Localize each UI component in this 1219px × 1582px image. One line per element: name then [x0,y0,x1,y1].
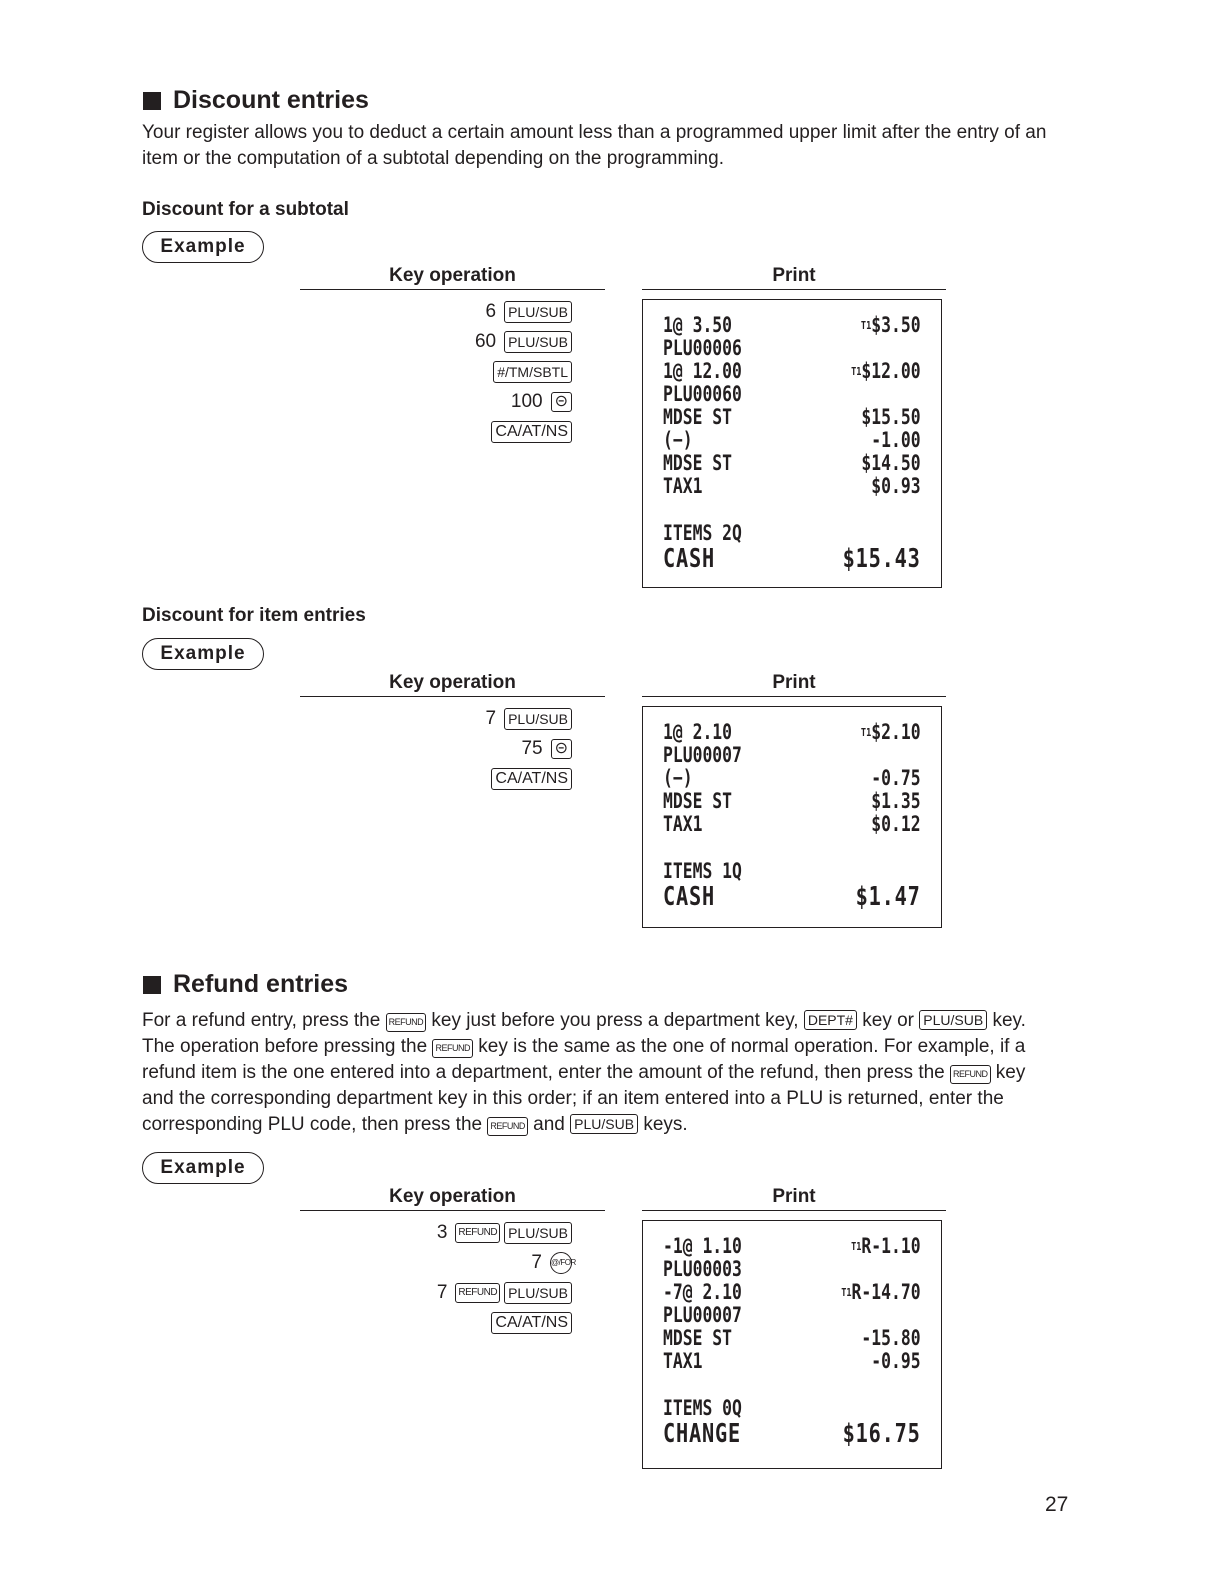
subtotal-key: #/TM/SBTL [493,361,572,383]
key-number: 100 [510,391,543,412]
plu-sub-key-icon: PLU/SUB [570,1114,638,1134]
plu-sub-key: PLU/SUB [504,301,572,323]
example-badge: Example [142,1152,264,1184]
receipt-line: TAX1 -0.95 [663,1349,921,1373]
key-row [300,1308,572,1338]
refund-key: REFUND [455,1283,500,1303]
plu-sub-key: PLU/SUB [504,1222,572,1244]
key-row [300,297,572,327]
receipt-line: -1@ 1.10 $^{T1}$R-1.10 [663,1234,921,1258]
receipt-line: 1@ 2.10 $^{T1}$\$2.10 [663,720,921,744]
receipt-line: PLU00060 [663,382,742,406]
key-row [300,1218,572,1248]
refund-key-icon: REFUND [950,1065,991,1084]
plu-sub-key-icon: PLU/SUB [919,1010,987,1030]
section-title-discount [143,86,369,115]
plu-sub-key: PLU/SUB [504,1282,572,1304]
discount-intro: Your register allows you to deduct a certain amount less than a programmed upper limit after the entry of an item or the computation of a subtotal depending on the programming. [142,122,1047,169]
refund-intro: For a refund entry, press the REFUND key just before you press a department key, DEPT# key or PLU/SUB key. The operation before pressing the REFUND key is the same as the one of normal operation. For example, if a refund item is the one entered into a department, enter the amount of the refund, then press the REFUND key and the corresponding department key in this order; if an item entered into a PLU is returned, enter the corresponding PLU code, then press the REFUND and PLU/SUB keys. [142,1010,1026,1135]
receipt-line: TAX1 $0.93 [663,474,921,498]
key-operations [300,704,572,794]
key-operations [300,1218,576,1338]
key-row [300,357,572,387]
minus-key-icon: ⊝ [551,392,572,412]
subtotal-heading: Discount for a subtotal [142,199,349,220]
refund-key: REFUND [455,1223,500,1243]
example-badge: Example [142,231,264,263]
section-title-text: Refund entries [173,970,349,998]
receipt-line: (−) -0.75 [663,766,921,790]
cash-key: CA/AT/NS [491,421,572,443]
minus-key-icon: ⊝ [551,739,572,759]
receipt-line: PLU00003 [663,1257,742,1281]
page-number: 27 [1045,1493,1069,1516]
receipt-line: PLU00006 [663,336,742,360]
receipt-line: MDSE ST $15.50 [663,405,921,429]
key-operation-header: Key operation [300,265,605,290]
receipt-total: CHANGE $16.75 [663,1419,921,1449]
key-number: 6 [485,301,497,322]
key-number: 7 [531,1252,542,1273]
receipt-line: 1@ 3.50 $^{T1}$\$3.50 [663,313,921,337]
plu-sub-key: PLU/SUB [504,708,572,730]
square-bullet-icon [143,92,161,110]
refund-key-icon: REFUND [386,1013,427,1032]
receipt-total: CASH $1.47 [663,882,921,912]
receipt-total: CASH $15.43 [663,544,921,574]
receipt-items: ITEMS 1Q [663,859,742,883]
key-row [300,764,572,794]
receipt-line: MDSE ST $14.50 [663,451,921,475]
cash-key: CA/AT/NS [491,1312,572,1334]
refund-key-icon: REFUND [487,1117,528,1136]
section-title-refund [143,970,348,999]
receipt-line: 1@ 12.00 $^{T1}$\$12.00 [663,359,921,383]
key-operation-header: Key operation [300,672,605,697]
print-header: Print [642,1186,946,1211]
key-number: 3 [436,1222,448,1243]
receipt-items: ITEMS 2Q [663,521,742,545]
receipt-line: PLU00007 [663,1303,742,1327]
print-header: Print [642,672,946,697]
square-bullet-icon [143,976,161,994]
key-number: 7 [485,708,497,729]
receipt-item [642,706,942,928]
key-row [300,387,572,417]
key-row [300,1248,576,1278]
receipt-items: ITEMS 0Q [663,1396,742,1420]
receipt-line: TAX1 $0.12 [663,812,921,836]
section-title-text: Discount entries [173,86,369,114]
receipt-line: MDSE ST $1.35 [663,789,921,813]
key-number: 60 [474,331,497,352]
key-operation-header: Key operation [300,1186,605,1211]
receipt-line: (−) -1.00 [663,428,921,452]
key-row [300,734,572,764]
receipt-refund [642,1220,942,1469]
receipt-subtotal [642,299,942,588]
item-heading: Discount for item entries [142,605,366,626]
key-number: 7 [436,1282,448,1303]
example-badge: Example [142,638,264,670]
key-row [300,1278,572,1308]
key-row [300,704,572,734]
receipt-line: -7@ 2.10 $^{T1}$R-14.70 [663,1280,921,1304]
plu-sub-key: PLU/SUB [504,331,572,353]
cash-key: CA/AT/NS [491,768,572,790]
refund-key-icon: REFUND [432,1039,473,1058]
receipt-line: MDSE ST -15.80 [663,1326,921,1350]
key-row [300,417,572,447]
print-header: Print [642,265,946,290]
at-for-key-icon: @/FOR [550,1252,572,1274]
key-number: 75 [521,738,543,759]
key-operations [300,297,572,447]
receipt-line: PLU00007 [663,743,742,767]
key-row [300,327,572,357]
dept-key-icon: DEPT# [804,1010,857,1030]
